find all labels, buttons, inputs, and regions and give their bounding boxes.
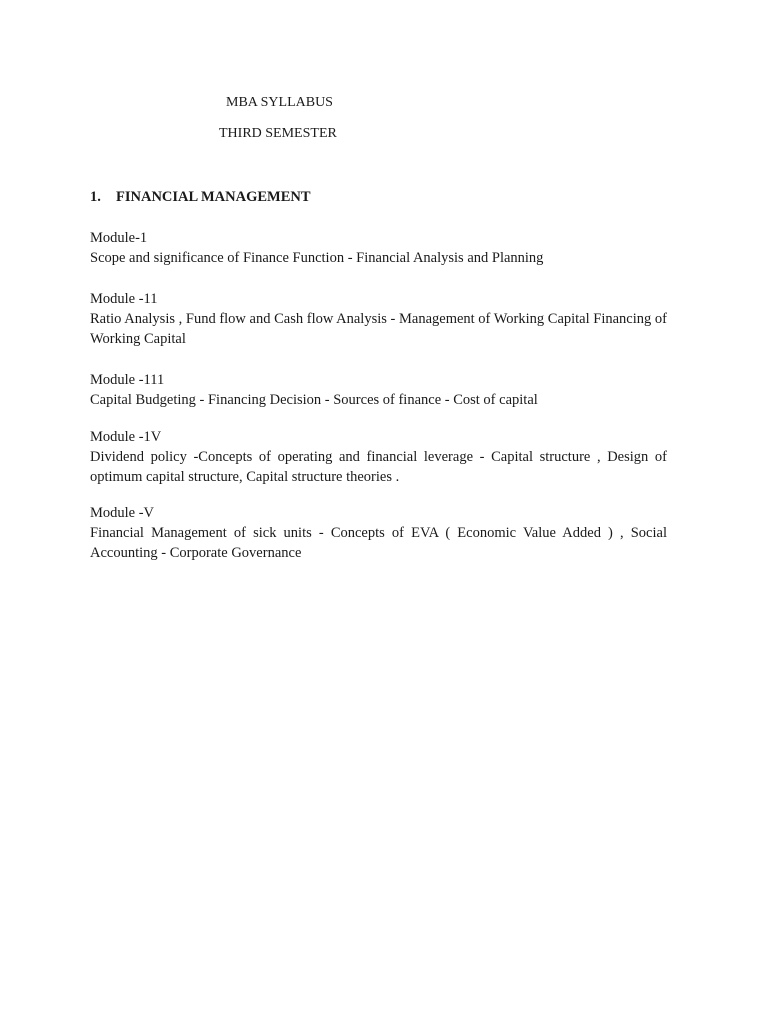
module-description: Capital Budgeting - Financing Decision - Sources of finance - Cost of capital [90,392,538,408]
section-number: 1. [90,189,101,205]
document-subtitle: THIRD SEMESTER [219,126,337,141]
module-description: Dividend policy -Concepts of operating and financial leverage - Capital structure , Design of optimum capital structure, Capital structure theories . [90,449,667,485]
module-title: Module -11 [90,291,158,307]
section-title: FINANCIAL MANAGEMENT [116,189,311,205]
module-title: Module -1V [90,429,162,445]
section-heading [90,187,311,207]
document-title: MBA SYLLABUS [226,95,333,110]
module-title: Module-1 [90,230,148,246]
module-description: Financial Management of sick units - Concepts of EVA ( Economic Value Added ) , Social Accounting - Corporate Governance [90,525,667,561]
module-title: Module -V [90,505,155,521]
module-block-5 [90,503,667,563]
module-block-2 [90,289,667,349]
module-title: Module -111 [90,372,165,388]
module-block-3 [90,370,667,410]
module-block-1 [90,228,667,268]
module-block-4 [90,427,667,487]
module-description: Ratio Analysis , Fund flow and Cash flow Analysis - Management of Working Capital Financing of Working Capital [90,311,667,347]
module-description: Scope and significance of Finance Function - Financial Analysis and Planning [90,250,544,266]
